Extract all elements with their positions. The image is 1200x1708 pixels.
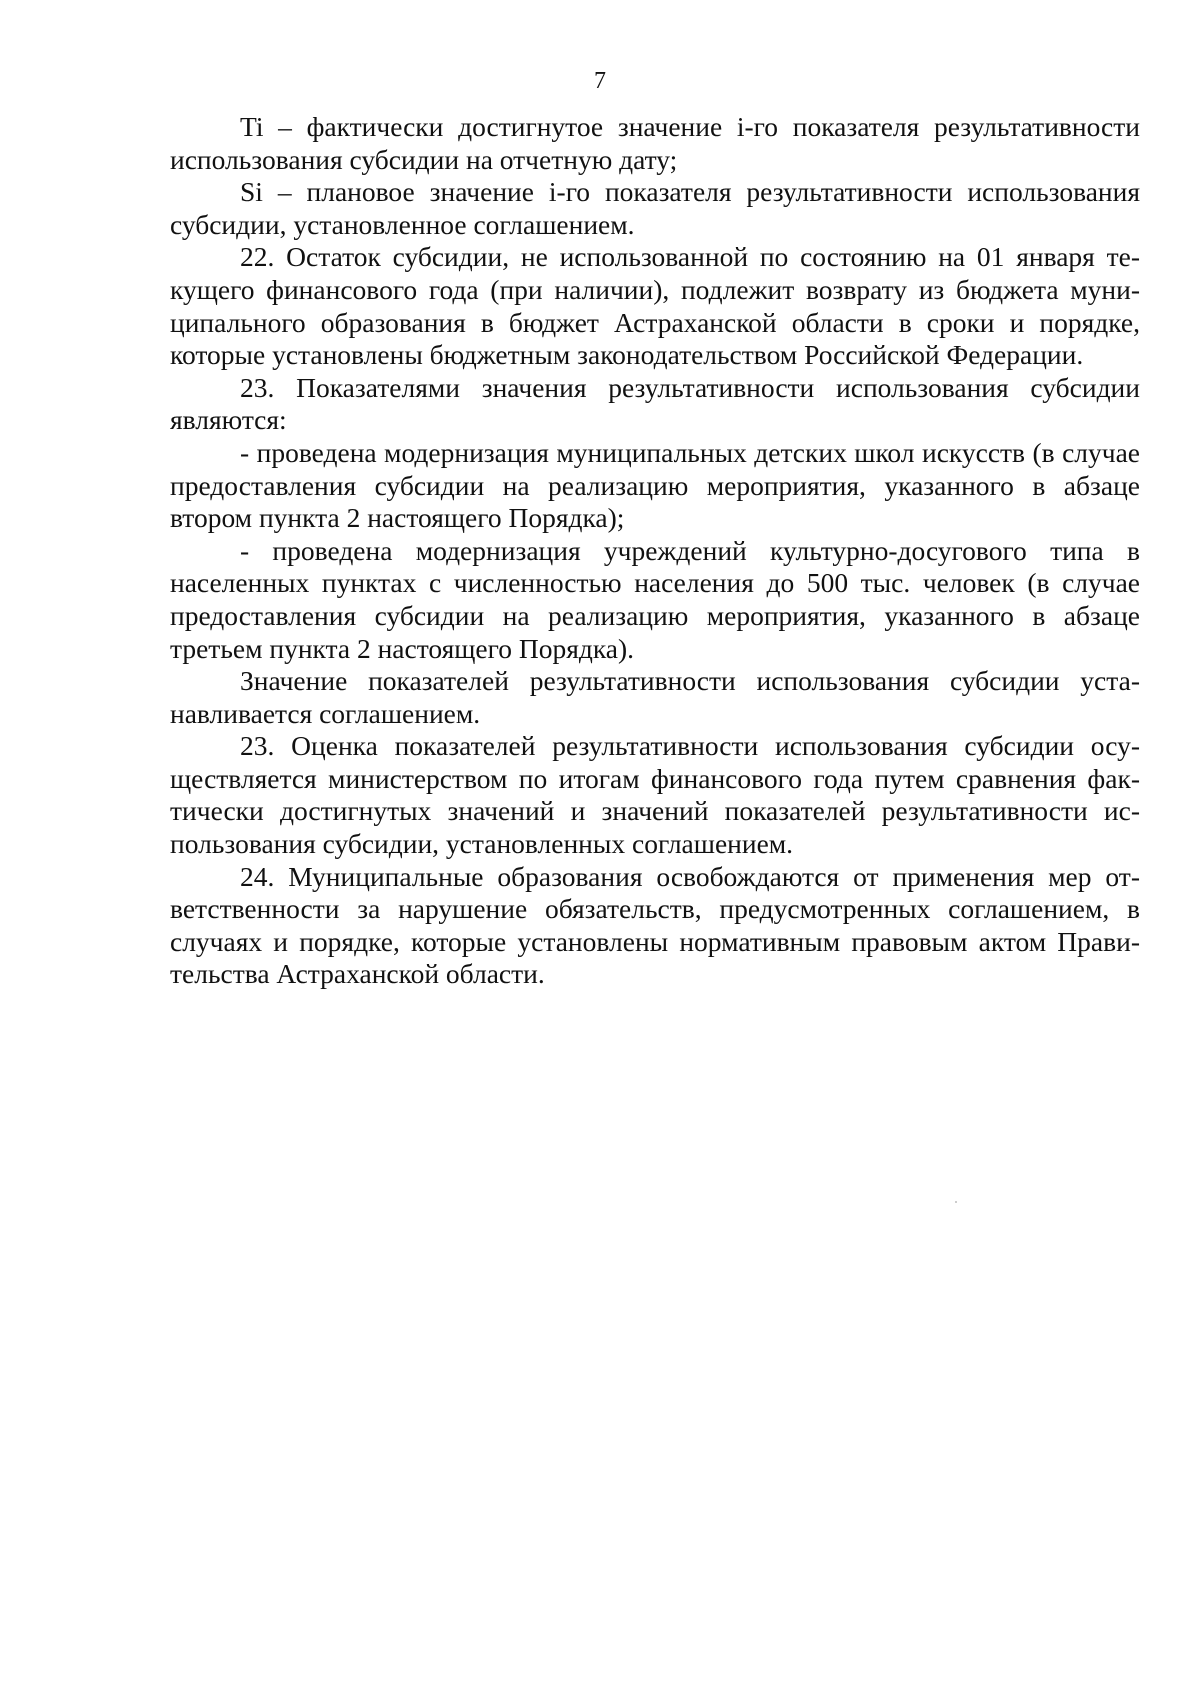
indicator-value-agreement-note: Значение показателей результативности использования субсидии устанавливается соглашением. — [170, 665, 1140, 729]
clause-23-result-indicators: 23. Показателями значения результативности использования субсидии являются: — [170, 371, 1140, 436]
indicator-item-art-schools: - проведена модернизация муниципальных детских школ искусств (в случае предоставления субсидии на реализацию мероприятия, указанного в абзаце втором пункта 2 настоящего Порядка); — [170, 436, 1140, 534]
document-body — [170, 111, 1140, 991]
clause-22-subsidy-remainder: 22. Остаток субсидии, не использованной по состоянию на 01 января текущего финансового года (при наличии), подлежит возврату из бюджета муниципального образования в бюджет Астраханской области в сроки и порядке, которые установлены бюджетным законодательством Российской Федерации. — [170, 241, 1140, 371]
scan-speck — [955, 1201, 957, 1203]
page-number: 7 — [594, 68, 606, 94]
clause-23-indicator-evaluation: 23. Оценка показателей результативности использования субсидии осуществляется министерством по итогам финансового года путем сравнения фактически достигнутых значений и значений показателей результативности использования субсидии, установленных соглашением. — [170, 730, 1140, 860]
clause-24-liability-exemption: 24. Муниципальные образования освобождаются от применения мер ответственности за нарушение обязательств, предусмотренных соглашением, в случаях и порядке, которые установлены нормативным правовым актом Правительства Астраханской области. — [170, 860, 1140, 990]
formula-term-si-definition: Si – плановое значение i-го показателя результативности использования субсидии, установленное соглашением. — [170, 176, 1140, 240]
indicator-item-cultural-institutions: - проведена модернизация учреждений культурно-досугового типа в населенных пунктах с численностью населения до 500 тыс. человек (в случае предоставления субсидии на реализацию мероприятия, указанного в абзаце третьем пункта 2 настоящего Порядка). — [170, 534, 1140, 664]
formula-term-ti-definition: Ti – фактически достигнутое значение i-го показателя результативности использования субсидии на отчетную дату; — [170, 111, 1140, 175]
